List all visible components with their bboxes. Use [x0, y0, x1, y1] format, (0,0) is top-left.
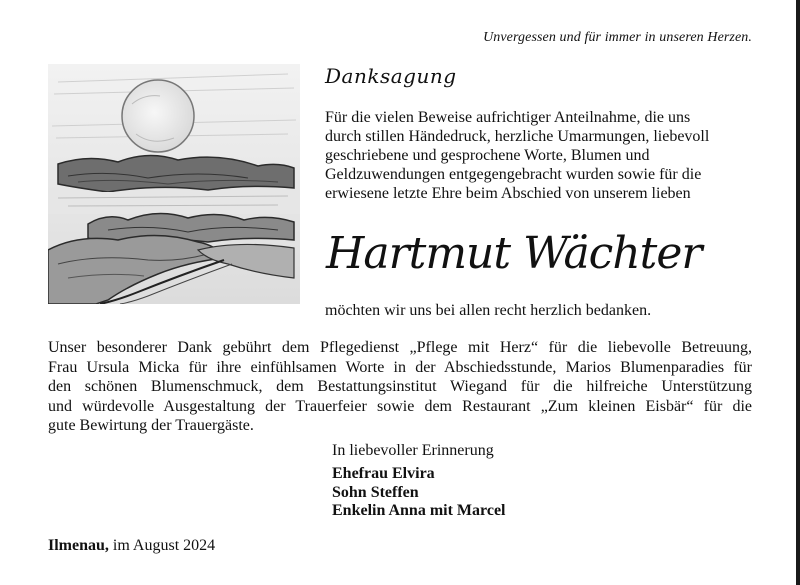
- moon-landscape-icon: [48, 64, 300, 304]
- deceased-name: Hartmut Wächter: [326, 228, 702, 279]
- body-line: Frau Ursula Micka für ihre einfühlsamen Worte in der Abschiedsstunde, Marios Blumenparadies für: [48, 358, 752, 376]
- motto: Unvergessen und für immer in unseren Herzen.: [483, 30, 752, 45]
- border-line: [796, 0, 800, 585]
- intro-paragraph: [325, 108, 765, 203]
- acknowledgement-paragraph: [48, 338, 752, 436]
- family-member: Sohn Steffen: [332, 483, 419, 501]
- family-member: Enkelin Anna mit Marcel: [332, 502, 506, 519]
- heading-danksagung: Danksagung: [325, 64, 457, 88]
- body-line: und würdevolle Ausgestaltung der Trauerfeier sowie dem Restaurant „Zum kleinen Eisbär“ für die: [48, 397, 752, 415]
- body-line: den schönen Blumenschmuck, dem Bestattungsinstitut Wiegand für die hilfreiche Unterstützung: [48, 378, 752, 395]
- remembrance-line: In liebevoller Erinnerung: [332, 442, 494, 459]
- date: im August 2024: [112, 537, 216, 554]
- moon-landscape-illustration: [48, 64, 300, 304]
- family-member: Ehefrau Elvira: [332, 465, 435, 482]
- intro-line: erwiesene letzte Ehre beim Abschied von unserem lieben: [325, 185, 691, 202]
- place: Ilmenau,: [48, 537, 109, 554]
- body-line: gute Bewirtung der Trauergäste.: [48, 417, 254, 434]
- intro-line: geschriebene und gesprochene Worte, Blumen und: [325, 147, 650, 164]
- place-date: [48, 537, 215, 555]
- intro-line: Für die vielen Beweise aufrichtiger Anteilnahme, die uns: [325, 109, 691, 126]
- thanks-line: möchten wir uns bei allen recht herzlich bedanken.: [325, 302, 652, 319]
- intro-line: Geldzuwendungen entgegengebracht wurden sowie für die: [325, 166, 702, 183]
- body-line: Unser besonderer Dank gebührt dem Pflegedienst „Pflege mit Herz“ für die liebevolle Betreuung,: [48, 339, 752, 356]
- intro-line: durch stillen Händedruck, herzliche Umarmungen, liebevoll: [325, 128, 710, 145]
- family-signatures: [332, 465, 506, 521]
